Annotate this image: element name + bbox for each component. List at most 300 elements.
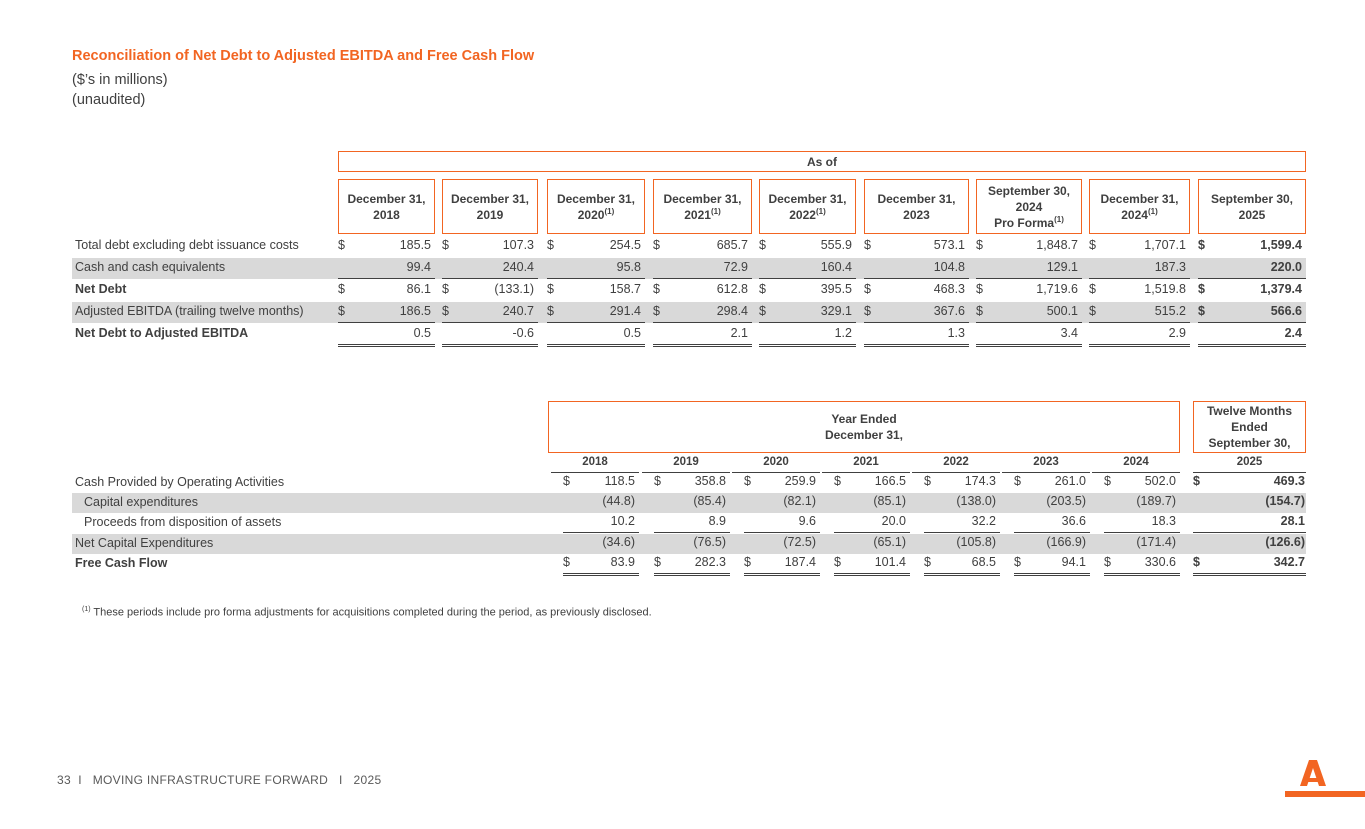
column-header-year: 2022	[789, 207, 816, 222]
cell-value: 72.9	[723, 260, 748, 274]
row-label: Net Debt to Adjusted EBITDA	[75, 326, 249, 340]
cell-value: 555.9	[820, 238, 852, 252]
table-cell	[654, 494, 730, 512]
currency-symbol: $	[338, 282, 345, 296]
table-cell	[1104, 494, 1180, 512]
currency-symbol: $	[924, 555, 931, 569]
cell-value: 20.0	[881, 514, 906, 528]
table-cell	[1089, 260, 1190, 279]
table-cell	[1198, 282, 1306, 300]
table-cell	[442, 260, 538, 279]
table-cell	[924, 535, 1000, 553]
row-label: Cash and cash equivalents	[75, 260, 226, 274]
row-label: Proceeds from disposition of assets	[84, 515, 282, 529]
cell-value: 68.5	[971, 555, 996, 569]
cell-value: 83.9	[610, 555, 635, 569]
table-cell	[1193, 494, 1306, 512]
currency-symbol: $	[547, 304, 554, 318]
table-cell	[1089, 304, 1190, 323]
table-cell	[1089, 282, 1190, 300]
column-header	[976, 179, 1082, 234]
table-row	[72, 236, 1306, 257]
cell-value: 1.3	[947, 326, 965, 340]
cell-value: 685.7	[716, 238, 748, 252]
footnote-text: These periods include pro forma adjustments for acquisitions completed during the period, as previously disclosed.	[93, 606, 652, 619]
currency-symbol: $	[1104, 474, 1111, 488]
currency-symbol: $	[744, 474, 751, 488]
table-cell	[653, 260, 752, 279]
cell-value: 330.6	[1144, 555, 1176, 569]
table-cell	[924, 555, 1000, 576]
table-cell	[563, 555, 639, 576]
table-row	[72, 280, 1306, 301]
row-label: Capital expenditures	[84, 495, 198, 509]
ttm-line1: Twelve Months	[1206, 404, 1293, 418]
cell-value: (154.7)	[1265, 494, 1305, 508]
cell-value: 101.4	[874, 555, 906, 569]
row-label: Adjusted EBITDA (trailing twelve months)	[75, 304, 304, 318]
table-cell	[759, 304, 856, 323]
table-cell	[442, 326, 538, 347]
cell-value: 573.1	[933, 238, 965, 252]
currency-symbol: $	[1198, 282, 1205, 296]
table-cell	[976, 238, 1082, 256]
currency-symbol: $	[1089, 304, 1096, 318]
table-cell	[864, 260, 969, 279]
table-cell	[864, 238, 969, 256]
cell-value: (65.1)	[873, 535, 906, 549]
cell-value: 129.1	[1046, 260, 1078, 274]
column-header-line1: September 30,	[987, 183, 1071, 198]
cell-value: 515.2	[1154, 304, 1186, 318]
table-cell	[744, 535, 820, 553]
table-cell	[653, 326, 752, 347]
table-cell	[1104, 474, 1180, 492]
currency-symbol: $	[653, 238, 660, 252]
column-header-year: 2021	[684, 207, 711, 222]
cell-value: 0.5	[623, 326, 641, 340]
table-cell	[1014, 555, 1090, 576]
ttm-line3: September 30,	[1208, 436, 1291, 450]
cell-value: 160.4	[820, 260, 852, 274]
table-cell	[547, 326, 645, 347]
footnote	[82, 606, 652, 619]
table-cell	[442, 282, 538, 300]
currency-symbol: $	[1193, 474, 1200, 488]
table-cell	[1198, 260, 1306, 279]
column-header-line2	[789, 207, 825, 223]
table-cell	[654, 514, 730, 533]
year-header: 2021	[822, 456, 910, 473]
currency-symbol: $	[547, 238, 554, 252]
cell-value: 220.0	[1270, 260, 1302, 274]
cell-value: 28.1	[1280, 514, 1305, 528]
footnote-ref: (1)	[604, 206, 615, 216]
cell-value: 8.9	[708, 514, 726, 528]
table-cell	[338, 304, 435, 323]
currency-symbol: $	[759, 282, 766, 296]
cell-value: (166.9)	[1046, 535, 1086, 549]
footnote-ref: (1)	[1147, 206, 1158, 216]
column-header-line1: December 31,	[347, 191, 426, 206]
column-header-line1: December 31,	[1100, 191, 1179, 206]
year-ended-header	[548, 401, 1180, 453]
column-header-year: 2024	[1015, 199, 1043, 214]
table-cell	[338, 260, 435, 279]
cell-value: 468.3	[933, 282, 965, 296]
table-cell	[338, 326, 435, 347]
cell-value: 612.8	[716, 282, 748, 296]
cell-value: 282.3	[694, 555, 726, 569]
ttm-line2: Ended	[1231, 420, 1268, 434]
cell-value: 174.3	[964, 474, 996, 488]
cell-value: 187.3	[1154, 260, 1186, 274]
cell-value: 187.4	[784, 555, 816, 569]
cell-value: 2.9	[1168, 326, 1186, 340]
cell-value: 18.3	[1151, 514, 1176, 528]
cell-value: (126.6)	[1265, 535, 1305, 549]
currency-symbol: $	[1198, 304, 1205, 318]
company-logo-icon	[1285, 758, 1365, 798]
as-of-header: As of	[338, 151, 1306, 172]
table-cell	[338, 238, 435, 256]
cell-value: 329.1	[820, 304, 852, 318]
column-header-year: 2023	[903, 207, 930, 222]
cell-value: 1.2	[834, 326, 852, 340]
cell-value: (76.5)	[693, 535, 726, 549]
currency-symbol: $	[924, 474, 931, 488]
row-label: Cash Provided by Operating Activities	[75, 475, 285, 489]
row-label: Net Debt	[75, 282, 127, 296]
table-cell	[759, 282, 856, 300]
cell-value: (138.0)	[956, 494, 996, 508]
table-cell	[547, 260, 645, 279]
cell-value: 342.7	[1273, 555, 1305, 569]
cell-value: 259.9	[784, 474, 816, 488]
table-cell	[976, 282, 1082, 300]
cell-value: 86.1	[406, 282, 431, 296]
column-header-line1: December 31,	[450, 191, 530, 206]
cell-value: 1,719.6	[1036, 282, 1078, 296]
row-label: Total debt excluding debt issuance costs	[75, 238, 299, 252]
currency-symbol: $	[1198, 238, 1205, 252]
table-cell	[442, 304, 538, 323]
table-cell	[1198, 238, 1306, 256]
currency-symbol: $	[1104, 555, 1111, 569]
column-header	[864, 179, 969, 234]
column-header-line2	[578, 207, 614, 223]
table-cell	[653, 238, 752, 256]
column-header-line2	[903, 207, 930, 223]
column-header-line2	[477, 207, 504, 223]
row-label: Net Capital Expenditures	[75, 536, 214, 550]
page-title: Reconciliation of Net Debt to Adjusted EBITDA and Free Cash Flow	[72, 48, 535, 64]
table-cell	[653, 282, 752, 300]
cell-value: (171.4)	[1136, 535, 1176, 549]
cell-value: 240.7	[502, 304, 534, 318]
table-cell	[976, 326, 1082, 347]
cell-value: 1,599.4	[1260, 238, 1302, 252]
cell-value: 166.5	[874, 474, 906, 488]
currency-symbol: $	[338, 238, 345, 252]
table-cell	[654, 474, 730, 492]
cell-value: 2.1	[730, 326, 748, 340]
cell-value: 32.2	[971, 514, 996, 528]
footnote-ref: (1)	[1054, 214, 1064, 224]
column-header	[547, 179, 645, 234]
cell-value: (203.5)	[1046, 494, 1086, 508]
cell-value: 118.5	[604, 474, 635, 488]
table-cell	[744, 474, 820, 492]
currency-symbol: $	[976, 282, 983, 296]
cell-value: 186.5	[399, 304, 431, 318]
cell-value: 1,519.8	[1144, 282, 1186, 296]
cell-value: 94.1	[1061, 555, 1086, 569]
currency-symbol: $	[759, 304, 766, 318]
year-header: 2022	[912, 456, 1000, 473]
year-header: 2020	[732, 456, 820, 473]
column-header	[1198, 179, 1306, 234]
currency-symbol: $	[976, 238, 983, 252]
table-cell	[563, 514, 639, 533]
table-cell	[924, 494, 1000, 512]
table-cell	[547, 238, 645, 256]
cell-value: 1,848.7	[1036, 238, 1078, 252]
currency-symbol: $	[834, 474, 841, 488]
currency-symbol: $	[442, 304, 449, 318]
cell-value: 158.7	[609, 282, 641, 296]
cell-value: 358.8	[694, 474, 726, 488]
column-header	[759, 179, 856, 234]
cell-value: (189.7)	[1136, 494, 1176, 508]
table-cell	[976, 304, 1082, 323]
cell-value: 10.2	[610, 514, 635, 528]
currency-symbol: $	[654, 555, 661, 569]
cell-value: (34.6)	[602, 535, 635, 549]
currency-symbol: $	[1193, 555, 1200, 569]
currency-symbol: $	[1014, 555, 1021, 569]
currency-symbol: $	[338, 304, 345, 318]
column-header-line1: September 30,	[1210, 191, 1294, 206]
footnote-ref: (1)	[710, 206, 721, 216]
cell-value: 502.0	[1144, 474, 1176, 488]
cell-value: 291.4	[609, 304, 641, 318]
table-row	[72, 324, 1306, 345]
currency-symbol: $	[864, 238, 871, 252]
column-header-year: 2020	[577, 207, 605, 222]
cell-value: (105.8)	[956, 535, 996, 549]
table-cell	[834, 535, 910, 553]
table-cell	[1104, 535, 1180, 553]
table-cell	[864, 326, 969, 347]
table-cell	[654, 555, 730, 576]
table-cell	[563, 494, 639, 512]
table-cell	[1198, 326, 1306, 347]
table-row	[72, 302, 1306, 323]
table-cell	[744, 494, 820, 512]
year-header: 2025	[1193, 456, 1306, 473]
table-cell	[1104, 555, 1180, 576]
table-cell	[834, 474, 910, 492]
table-cell	[864, 282, 969, 300]
currency-symbol: $	[563, 474, 570, 488]
column-header-line1: December 31,	[556, 191, 636, 206]
ttm-header	[1193, 401, 1306, 453]
currency-symbol: $	[653, 282, 660, 296]
year-header: 2023	[1002, 456, 1090, 473]
cell-value: 107.3	[502, 238, 534, 252]
units-subtitle: ($’s in millions)	[72, 72, 168, 88]
column-header	[442, 179, 538, 234]
cell-value: 395.5	[820, 282, 852, 296]
cell-value: 185.5	[399, 238, 431, 252]
currency-symbol: $	[759, 238, 766, 252]
table-cell	[653, 304, 752, 323]
table-cell	[338, 282, 435, 300]
currency-symbol: $	[864, 282, 871, 296]
cell-value: -0.6	[512, 326, 534, 340]
table-cell	[1014, 514, 1090, 533]
cell-value: 99.4	[406, 260, 431, 274]
table-cell	[1089, 326, 1190, 347]
table-row	[72, 258, 1306, 279]
column-header-line2	[1121, 207, 1157, 223]
table-cell	[744, 555, 820, 576]
table-cell	[759, 260, 856, 279]
table-cell	[924, 474, 1000, 492]
currency-symbol: $	[653, 304, 660, 318]
table-cell	[924, 514, 1000, 533]
column-header-line2	[684, 207, 720, 223]
column-header-line1: December 31,	[663, 191, 742, 206]
table-cell	[864, 304, 969, 323]
year-header: 2024	[1092, 456, 1180, 473]
cell-value: 469.3	[1273, 474, 1305, 488]
currency-symbol: $	[547, 282, 554, 296]
table-cell	[744, 514, 820, 533]
table-cell	[1193, 535, 1306, 553]
cell-value: 1,379.4	[1260, 282, 1302, 296]
page-footer: 33 I MOVING INFRASTRUCTURE FORWARD I 2025	[57, 773, 382, 787]
table-cell	[563, 535, 639, 553]
footnote-marker: (1)	[82, 606, 91, 613]
cell-value: 367.6	[933, 304, 965, 318]
table-row	[72, 473, 1306, 493]
currency-symbol: $	[744, 555, 751, 569]
cell-value: (44.8)	[602, 494, 635, 508]
cell-value: (72.5)	[783, 535, 816, 549]
table-row	[72, 554, 1306, 574]
table-cell	[547, 304, 645, 323]
currency-symbol: $	[1014, 474, 1021, 488]
currency-symbol: $	[442, 282, 449, 296]
column-header-line2	[373, 207, 400, 223]
column-header	[1089, 179, 1190, 234]
year-ended-line1: Year Ended	[831, 412, 897, 426]
currency-symbol: $	[1089, 282, 1096, 296]
currency-symbol: $	[864, 304, 871, 318]
currency-symbol: $	[442, 238, 449, 252]
table-cell	[834, 555, 910, 576]
table-cell	[1014, 494, 1090, 512]
cell-value: (82.1)	[783, 494, 816, 508]
table-cell	[1014, 474, 1090, 492]
column-header	[338, 179, 435, 234]
currency-symbol: $	[563, 555, 570, 569]
cell-value: 261.0	[1054, 474, 1086, 488]
cell-value: 2.4	[1284, 326, 1302, 340]
column-header-year: 2018	[373, 207, 400, 222]
footnote-ref: (1)	[815, 206, 826, 216]
column-header-year: 2019	[476, 207, 504, 222]
table-cell	[759, 238, 856, 256]
column-header-line3	[994, 215, 1064, 231]
column-header-line2	[1239, 207, 1266, 223]
table-cell	[1104, 514, 1180, 533]
table-cell	[1193, 555, 1306, 576]
table-cell	[442, 238, 538, 256]
cell-value: 36.6	[1061, 514, 1086, 528]
table-cell	[547, 282, 645, 300]
cell-value: 104.8	[933, 260, 965, 274]
cell-value: 500.1	[1046, 304, 1078, 318]
table-cell	[654, 535, 730, 553]
column-header-year: 2025	[1238, 207, 1266, 222]
cell-value: 9.6	[798, 514, 816, 528]
table-cell	[1193, 474, 1306, 492]
column-header	[653, 179, 752, 234]
cell-value: (133.1)	[494, 282, 534, 296]
column-header-year: 2024	[1121, 207, 1148, 222]
cell-value: 3.4	[1060, 326, 1078, 340]
cell-value: 1,707.1	[1144, 238, 1186, 252]
cell-value: (85.4)	[693, 494, 726, 508]
year-header: 2019	[642, 456, 730, 473]
audit-subtitle: (unaudited)	[72, 92, 146, 108]
table-row	[72, 493, 1306, 513]
column-header-proforma: Pro Forma	[994, 215, 1055, 230]
cell-value: 566.6	[1270, 304, 1302, 318]
cell-value: 95.8	[616, 260, 641, 274]
cell-value: 298.4	[716, 304, 748, 318]
table-row	[72, 534, 1306, 554]
table-cell	[1193, 514, 1306, 533]
table-cell	[563, 474, 639, 492]
table-cell	[1014, 535, 1090, 553]
cell-value: 254.5	[609, 238, 641, 252]
year-ended-line2: December 31,	[824, 428, 904, 442]
currency-symbol: $	[1089, 238, 1096, 252]
table-row	[72, 513, 1306, 533]
year-header: 2018	[551, 456, 639, 473]
cell-value: (85.1)	[873, 494, 906, 508]
column-header-line1: December 31,	[877, 191, 956, 206]
table-cell	[834, 494, 910, 512]
currency-symbol: $	[834, 555, 841, 569]
row-label: Free Cash Flow	[75, 556, 168, 570]
table-cell	[1198, 304, 1306, 323]
column-header-line2	[1016, 199, 1043, 215]
table-cell	[834, 514, 910, 533]
cell-value: 240.4	[502, 260, 534, 274]
table-cell	[976, 260, 1082, 279]
currency-symbol: $	[654, 474, 661, 488]
currency-symbol: $	[976, 304, 983, 318]
cell-value: 0.5	[413, 326, 431, 340]
column-header-line1: December 31,	[768, 191, 847, 206]
table-cell	[1089, 238, 1190, 256]
table-cell	[759, 326, 856, 347]
